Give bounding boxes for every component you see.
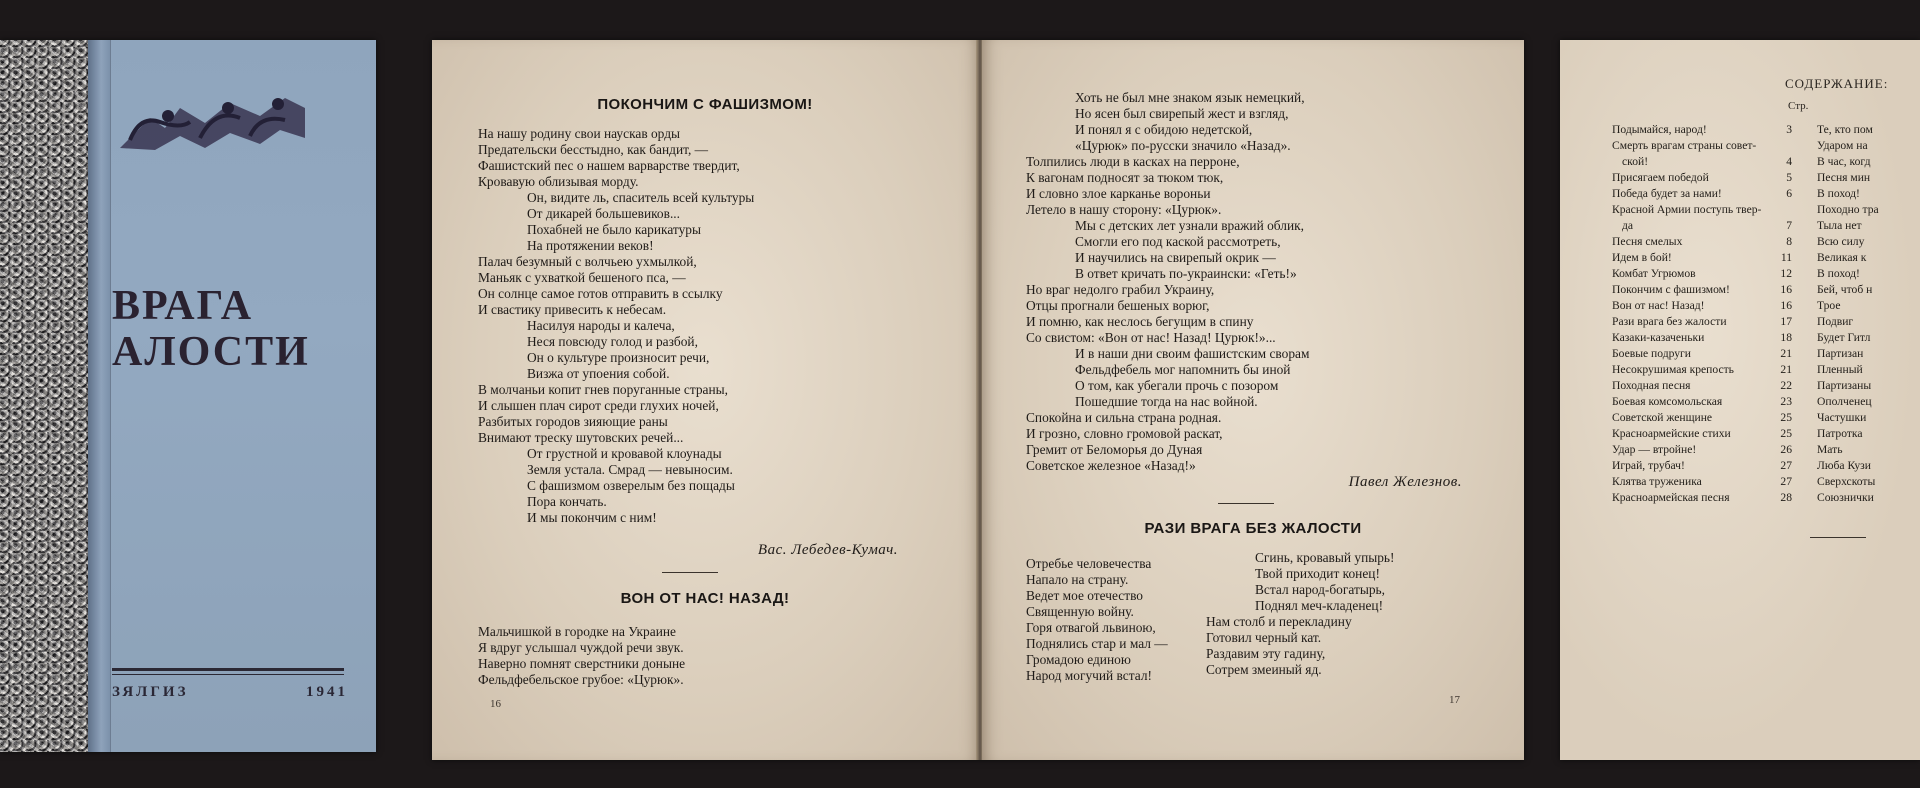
poem-line: Визжа от упоения собой. (527, 366, 670, 381)
cover-year: 1941 (306, 684, 348, 700)
contents-entry (1612, 202, 1792, 218)
poem-line: Готовил черный кат. (1206, 630, 1322, 645)
poem-pokonchim (478, 126, 754, 526)
poem-line: Разбитых городов зияющие раны (478, 414, 668, 429)
contents-entry-page: 21 (1780, 347, 1792, 360)
contents-entry-title: Казаки-казаченьки (1612, 331, 1705, 344)
section-divider (662, 572, 718, 573)
poem-line: Неся повсюду голод и разбой, (527, 334, 698, 349)
contents-entry (1612, 330, 1792, 346)
contents-entry-title: Рази врага без жалости (1612, 315, 1727, 328)
contents-entry-title: Трое (1817, 299, 1841, 312)
poem-line: Но ясен был свирепый жест и взгляд, (1075, 106, 1289, 121)
contents-page (1560, 40, 1920, 760)
contents-entry (1612, 442, 1792, 458)
poem-line: Я вдруг услышал чуждой речи звук. (478, 640, 684, 655)
contents-entry-page: 27 (1780, 475, 1792, 488)
contents-entry-title: Патротка (1817, 427, 1863, 440)
poem-line: Толпились люди в касках на перроне, (1026, 154, 1240, 169)
page-16 (432, 40, 978, 760)
contents-entry-title: Комбат Угрюмов (1612, 267, 1696, 280)
contents-entry-title: Песня смелых (1612, 235, 1683, 248)
poem-von (478, 624, 685, 688)
contents-entry-title: Походно тра (1817, 203, 1879, 216)
poem-line: И грозно, словно громовой раскат, (1026, 426, 1223, 441)
poem-line: Народ могучий встал! (1026, 668, 1152, 683)
poem-line: Отцы прогнали бешеных ворюг, (1026, 298, 1210, 313)
contents-entry-title: Ударом на (1817, 139, 1868, 152)
contents-entry-title: В поход! (1817, 187, 1860, 200)
contents-entry-title: Вон от нас! Назад! (1612, 299, 1705, 312)
contents-entry (1612, 410, 1792, 426)
contents-entry-title: Покончим с фашизмом! (1612, 283, 1730, 296)
poem-line: Фашистский пес о нашем варварстве твердит, (478, 158, 740, 173)
contents-entry-title: Боевые подруги (1612, 347, 1692, 360)
poem-line: И научились на свирепый окрик — (1075, 250, 1276, 265)
poem-line: И понял я с обидою недетской, (1075, 122, 1253, 137)
poem-line: Кровавую облизывая морду. (478, 174, 639, 189)
page-number-left: 16 (490, 698, 501, 710)
contents-entry (1612, 490, 1792, 506)
contents-entry-title: Играй, трубач! (1612, 459, 1685, 472)
contents-entry (1612, 218, 1792, 234)
poem-line: Со свистом: «Вон от нас! Назад! Цурюк!»... (1026, 330, 1276, 345)
poem-author-lebedev: Вас. Лебедев-Кумач. (757, 542, 898, 558)
poem-razi-col2 (1206, 550, 1395, 678)
poem-line: К вагонам подносят за тюком тюк, (1026, 170, 1224, 185)
cover-footer (112, 684, 348, 701)
poem-line: На протяжении веков! (527, 238, 654, 253)
contents-entry (1612, 186, 1792, 202)
contents-entry-title: Мать (1817, 443, 1843, 456)
poem-line: Насилуя народы и калеча, (527, 318, 675, 333)
contents-entry-page: 6 (1786, 187, 1792, 200)
contents-right-column (1817, 122, 1920, 506)
poem-line: На нашу родину свои наускав орды (478, 126, 681, 141)
contents-entry-page: 16 (1780, 283, 1792, 296)
poem-line: Советское железное «Назад!» (1026, 458, 1196, 473)
poem-line: Он, видите ль, спаситель всей культуры (527, 190, 755, 205)
contents-entry-title: В поход! (1817, 267, 1860, 280)
contents-entry-page: 22 (1780, 379, 1792, 392)
contents-entry-title: Будет Гитл (1817, 331, 1871, 344)
contents-entry-title: Партизаны (1817, 379, 1872, 392)
contents-entry-title: Победа будет за нами! (1612, 187, 1722, 200)
cover-title-line1: ВРАГА (112, 283, 254, 329)
poem-line: Палач безумный с волчьею ухмылкой, (478, 254, 697, 269)
poem-title-razi: РАЗИ ВРАГА БЕЗ ЖАЛОСТИ (1144, 520, 1362, 537)
poem-author-zheleznov: Павел Железнов. (1348, 474, 1462, 490)
poem-line: И мы покончим с ним! (527, 510, 657, 525)
poem-line: «Цурюк» по-русски значило «Назад». (1075, 138, 1291, 153)
poem-line: Мальчишкой в городке на Украине (478, 624, 676, 639)
contents-entry-page: 28 (1780, 491, 1792, 504)
poem-line: Сгинь, кровавый упырь! (1255, 550, 1395, 565)
contents-entry-title: Ополченец (1817, 395, 1872, 408)
contents-entry-title: ской! (1622, 155, 1649, 168)
contents-entry (1612, 458, 1792, 474)
poem-title-pokonchim: ПОКОНЧИМ С ФАШИЗМОМ! (597, 96, 813, 113)
poem-line: От дикарей большевиков... (527, 206, 680, 221)
poem-line: Гремит от Беломорья до Дуная (1026, 442, 1203, 457)
poem-line: Священную войну. (1026, 604, 1134, 619)
poem-razi-col1 (1026, 556, 1168, 684)
contents-entry-title: Бей, чтоб н (1817, 283, 1873, 296)
poem-line: Он солнце самое готов отправить в ссылку (478, 286, 723, 301)
contents-entry-page: 7 (1786, 219, 1792, 232)
cover-illustration (110, 78, 310, 158)
contents-entry-title: Подвиг (1817, 315, 1854, 328)
poem-line: Фельдфебель мог напомнить бы иной (1075, 362, 1291, 377)
contents-page-label: Стр. (1788, 100, 1809, 112)
contents-entry-page: 3 (1786, 123, 1792, 136)
contents-entry-page: 25 (1780, 411, 1792, 424)
poem-line: Раздавим эту гадину, (1206, 646, 1326, 661)
poem-line: Похабней не было карикатуры (527, 222, 701, 237)
contents-entry-title: Партизан (1817, 347, 1864, 360)
poem-line: Твой приходит конец! (1255, 566, 1380, 581)
poem-line: И в наши дни своим фашистским сворам (1075, 346, 1310, 361)
contents-entry-title: Тыла нет (1817, 219, 1862, 232)
contents-entry-page: 26 (1780, 443, 1792, 456)
poem-line: Фельдфебельское грубое: «Цурюк». (478, 672, 684, 687)
cover-rule (112, 668, 344, 671)
contents-title: СОДЕРЖАНИЕ: (1785, 76, 1889, 91)
contents-entry-title: Песня мин (1817, 171, 1871, 184)
contents-entry-page: 25 (1780, 427, 1792, 440)
contents-entry (1612, 346, 1792, 362)
poem-line: От грустной и кровавой клоунады (527, 446, 722, 461)
book-spread (432, 40, 1524, 760)
poem-line: Хоть не был мне знаком язык немецкий, (1075, 90, 1305, 105)
contents-entry (1612, 266, 1792, 282)
poem-line: Мы с детских лет узнали вражий облик, (1075, 218, 1304, 233)
poem-line: Поднял меч-кладенец! (1255, 598, 1384, 613)
poem-line: Наверно помнят сверстники доныне (478, 656, 686, 671)
contents-entry-title: Красной Армии поступь твер- (1612, 203, 1762, 216)
poem-line: Сотрем змеиный яд. (1206, 662, 1322, 677)
contents-entry (1612, 154, 1792, 170)
contents-entry-page: 8 (1786, 235, 1792, 248)
contents-entry (1612, 138, 1792, 154)
poem-line: Он о культуре произносит речи, (527, 350, 710, 365)
poem-line: Встал народ-богатырь, (1255, 582, 1385, 597)
contents-entry-title: Частушки (1817, 411, 1867, 424)
contents-entry-title: Всю силу (1817, 235, 1865, 248)
contents-entry-title: Те, кто пом (1817, 123, 1873, 136)
contents-entry (1612, 298, 1792, 314)
contents-entry-title: Боевая комсомольская (1612, 395, 1723, 408)
poem-line: Спокойна и сильна страна родная. (1026, 410, 1222, 425)
poem-line: Поднялись стар и мал — (1026, 636, 1168, 651)
contents-entry-title: Походная песня (1612, 379, 1691, 392)
contents-entry (1612, 426, 1792, 442)
contents-entry-page: 12 (1780, 267, 1792, 280)
contents-entry (1612, 474, 1792, 490)
contents-entry-title: Идем в бой! (1612, 251, 1672, 264)
section-divider (1218, 503, 1274, 504)
poem-von-continuation (1026, 90, 1309, 474)
contents-entry (1612, 362, 1792, 378)
contents-entry-title: Удар — втройне! (1612, 443, 1697, 456)
contents-entry-title: Смерть врагам страны совет- (1612, 139, 1757, 152)
poem-line: В ответ кричать по-украински: «Геть!» (1075, 266, 1297, 281)
cover-publisher: ЗЯЛГИЗ (112, 684, 189, 700)
contents-entry (1612, 282, 1792, 298)
poem-line: И словно злое карканье вороньи (1026, 186, 1211, 201)
contents-entry-page: 4 (1786, 155, 1792, 168)
contents-entry (1612, 394, 1792, 410)
contents-entry-page: 11 (1780, 251, 1792, 264)
poem-line: Но враг недолго грабил Украину, (1026, 282, 1215, 297)
book-cover (0, 40, 376, 752)
contents-entry-title: Союзнички (1817, 491, 1874, 504)
contents-entry-page: 5 (1786, 171, 1792, 184)
contents-entry-title: Люба Кузи (1817, 459, 1871, 472)
cover-spine-edge (88, 40, 110, 752)
poem-line: Напало на страну. (1026, 572, 1129, 587)
cover-rule-thin (112, 674, 344, 675)
contents-entry-page: 27 (1780, 459, 1792, 472)
poem-title-von: ВОН ОТ НАС! НАЗАД! (620, 590, 790, 607)
contents-entry-page: 23 (1780, 395, 1792, 408)
contents-entry-title: Несокрушимая крепость (1612, 363, 1734, 376)
contents-entry (1612, 234, 1792, 250)
poem-line: И помню, как неслось бегущим в спину (1026, 314, 1254, 329)
poem-line: В молчаньи копит гнев поруганные страны, (478, 382, 728, 397)
contents-entry-title: да (1622, 219, 1634, 232)
poem-line: Ведет мое отечество (1026, 588, 1143, 603)
contents-entry-title: Красноармейские стихи (1612, 427, 1731, 440)
poem-line: Внимают треску шутовских речей... (478, 430, 684, 445)
contents-rule (1810, 537, 1866, 538)
contents-entry-page: 21 (1780, 363, 1792, 376)
contents-entry-title: Советской женщине (1612, 411, 1713, 424)
cover-title-line2: АЛОСТИ (112, 329, 310, 375)
poem-line: Нам столб и перекладину (1206, 614, 1352, 629)
contents-entry-title: Клятва труженика (1612, 475, 1702, 488)
poem-line: И свастику привесить к небесам. (478, 302, 667, 317)
contents-entry (1612, 250, 1792, 266)
contents-entry-title: Красноармейская песня (1612, 491, 1730, 504)
poem-line: Отребье человечества (1026, 556, 1152, 571)
poem-line: С фашизмом озверелым без пощады (527, 478, 735, 493)
contents-entry (1612, 314, 1792, 330)
poem-line: И слышен плач сирот среди глухих ночей, (478, 398, 719, 413)
contents-entry-page: 18 (1780, 331, 1792, 344)
contents-entry-title: Подымайся, народ! (1612, 123, 1707, 136)
poem-line: Пора кончать. (527, 494, 607, 509)
contents-entry-title: Пленный (1817, 363, 1863, 376)
poem-line: Летело в нашу сторону: «Цурюк». (1026, 202, 1222, 217)
poem-line: Пошедшие тогда на нас войной. (1075, 394, 1258, 409)
contents-entry-title: В час, когд (1817, 155, 1871, 168)
contents-entry (1612, 170, 1792, 186)
poem-line: Громадою единою (1026, 652, 1131, 667)
contents-entry-title: Присягаем победой (1612, 171, 1709, 184)
contents-entry-title: Великая к (1817, 251, 1867, 264)
poem-line: Маньяк с ухваткой бешеного пса, — (478, 270, 686, 285)
page-17 (982, 40, 1524, 760)
poem-line: Смогли его под каской рассмотреть, (1075, 234, 1281, 249)
poem-line: Земля устала. Смрад — невыносим. (527, 462, 733, 477)
poem-line: О том, как убегали прочь с позором (1075, 378, 1279, 393)
contents-entry (1612, 122, 1792, 138)
contents-left-column (1612, 122, 1792, 506)
contents-entry (1612, 378, 1792, 394)
poem-line: Горя отвагой львиною, (1026, 620, 1156, 635)
contents-entry-page: 16 (1780, 299, 1792, 312)
poem-line: Предательски бесстыдно, как бандит, — (478, 142, 709, 157)
contents-entry-title: Сверхскоты (1817, 475, 1876, 488)
contents-entry-page: 17 (1780, 315, 1792, 328)
page-number-right: 17 (1449, 694, 1460, 706)
